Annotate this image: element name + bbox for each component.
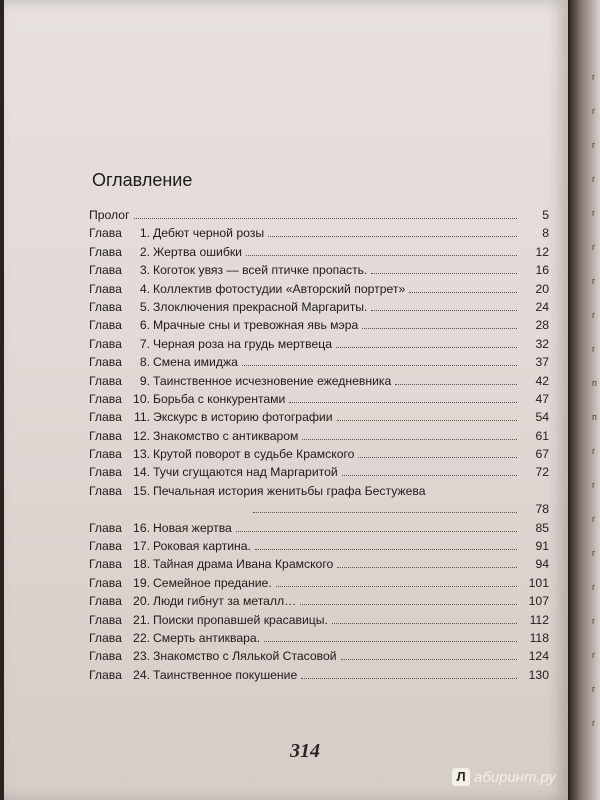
toc-entry-title: Печальная история женитьбы графа Бестужева (153, 483, 426, 498)
toc-entry-label: Глава (89, 649, 122, 664)
toc-leader-dots (300, 604, 517, 605)
toc-entry-page: 12 (535, 244, 549, 259)
toc-entry-page: 107 (528, 594, 549, 609)
toc-entry-title: Таинственное исчезновение ежедневника (153, 373, 392, 388)
toc-leader-dots (341, 659, 517, 660)
toc-leader-dots (336, 347, 517, 348)
toc-entry-number: 14. (133, 465, 150, 480)
adjacent-page-letter: г (592, 480, 596, 490)
toc-leader-dots (358, 457, 517, 458)
toc-entry-page: 94 (535, 557, 549, 572)
adjacent-page-letter: г (592, 242, 596, 252)
toc-entry-title: Поиски пропавшей красавицы. (153, 612, 328, 627)
toc-entry-label: Глава (89, 428, 122, 443)
toc-entry-label: Глава (89, 299, 122, 314)
toc-entry-number: 6. (139, 318, 150, 333)
toc-entry (89, 243, 549, 261)
toc-entry-number: 21. (133, 612, 150, 627)
toc-entry (89, 482, 549, 519)
toc-entry (89, 611, 549, 629)
toc-entry (89, 629, 549, 647)
toc-entry-page: 124 (528, 649, 549, 664)
toc-entry-title: Роковая картина. (153, 539, 251, 554)
adjacent-page-letter: г (592, 650, 596, 660)
toc-entry-number: 12. (133, 428, 150, 443)
toc-entry-label: Глава (89, 483, 122, 498)
toc-entry-title: Люди гибнут за металл… (153, 594, 297, 609)
toc-entry-number: 17. (133, 539, 150, 554)
toc-entry-page: 16 (535, 263, 549, 278)
toc-entry (89, 427, 549, 445)
adjacent-page-letter: г (592, 140, 596, 150)
toc-entry-page: 118 (529, 631, 549, 645)
toc-entry (89, 316, 549, 334)
toc-entry-title: Мрачные сны и тревожная явь мэра (153, 318, 359, 333)
toc-leader-dots (301, 678, 517, 679)
toc-entry (89, 592, 549, 610)
toc-entry-title: Семейное предание. (153, 575, 272, 590)
toc-leader-dots (289, 402, 517, 403)
toc-entry-title: Смена имиджа (153, 355, 238, 370)
toc-entry-page: 130 (528, 667, 549, 682)
watermark-logo (452, 766, 592, 788)
toc-entry-title: Знакомство с Лялькой Стасовой (153, 649, 337, 664)
toc-entry-label: Глава (89, 263, 122, 278)
adjacent-page-letter: г (592, 582, 596, 592)
toc-entry-label: Глава (89, 557, 122, 572)
toc-entry-title: Коллектив фотостудии «Авторский портрет» (153, 281, 406, 296)
toc-leader-dots (255, 549, 517, 550)
toc-entry-page: 54 (535, 410, 549, 425)
toc-leader-dots (337, 420, 517, 421)
toc-entry-number: 11. (133, 410, 150, 425)
toc-entry-label: Глава (89, 594, 122, 609)
toc-leader-dots (362, 328, 517, 329)
toc-entry (89, 537, 549, 555)
toc-entry-page: 32 (535, 336, 549, 351)
toc-entry-label: Глава (89, 336, 122, 351)
toc-leader-dots (264, 641, 517, 642)
toc-entry-label: Глава (89, 465, 122, 480)
toc-entry (89, 280, 549, 298)
adjacent-page-letter: г (592, 208, 596, 218)
toc-entry (89, 555, 549, 573)
toc-entry-title: Новая жертва (153, 520, 232, 535)
toc-leader-dots (134, 218, 517, 219)
toc-leader-dots (242, 365, 517, 366)
toc-entry-label: Глава (89, 575, 122, 590)
toc-entry (89, 408, 549, 426)
toc-entry-number: 15. (133, 483, 150, 498)
adjacent-page-letter: г (592, 718, 596, 728)
toc-leader-dots (253, 512, 517, 513)
labirint-logo-icon: Л (452, 768, 470, 786)
toc-entry (89, 647, 549, 665)
toc-entry-title: Тучи сгущаются над Маргаритой (153, 465, 338, 480)
toc-entry-number: 19. (133, 575, 150, 590)
toc-entry-label: Глава (89, 281, 122, 296)
toc-list (89, 206, 549, 684)
toc-entry-number: 9. (139, 373, 150, 388)
toc-entry-page: 8 (542, 226, 549, 241)
adjacent-page-letter: г (592, 616, 596, 626)
toc-entry (89, 335, 549, 353)
toc-entry-title: Дебют черной розы (153, 226, 265, 241)
toc-entry-label: Глава (89, 226, 122, 241)
toc-entry-title: Экскурс в историю фотографии (153, 410, 333, 425)
toc-entry (89, 372, 549, 390)
toc-leader-dots (371, 310, 517, 311)
toc-entry-title: Крутой поворот в судьбе Крамского (153, 447, 355, 462)
toc-entry-title: Коготок увяз — всей птичке пропасть. (153, 263, 368, 278)
watermark-text: абиринт.ру (474, 768, 556, 786)
adjacent-page-letter: п (592, 378, 597, 388)
toc-leader-dots (409, 292, 517, 293)
toc-entry-number: 18. (133, 557, 150, 572)
toc-entry-label: Глава (89, 520, 122, 535)
adjacent-page-letter: г (592, 276, 596, 286)
toc-entry-number: 8. (139, 355, 150, 370)
toc-entry-number: 5. (139, 299, 150, 314)
toc-entry-page: 61 (535, 428, 549, 443)
adjacent-page-letter: г (592, 344, 596, 354)
toc-entry-number: 24. (133, 667, 150, 682)
toc-entry-number: 22. (133, 631, 150, 645)
toc-entry-label: Глава (89, 539, 122, 554)
toc-leader-dots (268, 236, 517, 237)
toc-entry-page: 72 (535, 465, 549, 480)
adjacent-page-letters (592, 60, 600, 740)
toc-entry-page: 20 (535, 281, 549, 296)
book-page (4, 0, 568, 800)
toc-entry-number: 1. (139, 226, 150, 241)
toc-entry (89, 206, 549, 224)
toc-entry-page: 91 (535, 539, 549, 554)
toc-entry-title: Знакомство с антикваром (153, 428, 299, 443)
toc-leader-dots (332, 623, 517, 624)
toc-leader-dots (302, 439, 517, 440)
toc-entry (89, 261, 549, 279)
toc-entry-number: 7. (139, 336, 150, 351)
adjacent-page-letter: г (592, 174, 596, 184)
toc-leader-dots (236, 531, 517, 532)
toc-entry-number: 23. (133, 649, 150, 664)
page-number: 314 (290, 740, 320, 762)
adjacent-page-letter: г (592, 446, 596, 456)
toc-entry-label: Глава (89, 447, 122, 462)
toc-entry-label: Глава (89, 318, 122, 333)
toc-leader-dots (337, 567, 517, 568)
toc-entry-number: 13. (133, 447, 150, 462)
toc-entry (89, 445, 549, 463)
toc-entry-number: 10. (133, 391, 150, 406)
toc-entry-number: 2. (139, 244, 150, 259)
toc-entry (89, 519, 549, 537)
toc-entry-label: Глава (89, 244, 122, 259)
toc-entry-label: Глава (89, 631, 122, 645)
toc-entry-page: 112 (529, 612, 549, 627)
toc-entry-label: Глава (89, 410, 122, 425)
toc-entry-number: 16. (133, 520, 150, 535)
toc-entry-page: 67 (535, 447, 549, 462)
adjacent-page-letter: г (592, 514, 596, 524)
toc-entry-title: Таинственное покушение (153, 667, 298, 682)
toc-entry-page: 85 (535, 520, 549, 535)
toc-entry-page: 24 (535, 299, 549, 314)
toc-entry (89, 574, 549, 592)
toc-entry-page: 42 (535, 373, 549, 388)
toc-entry-page: 101 (528, 575, 549, 590)
toc-entry (89, 298, 549, 316)
adjacent-page-letter: г (592, 684, 596, 694)
toc-entry-page: 78 (535, 502, 549, 517)
toc-entry-number: 20. (133, 594, 150, 609)
toc-leader-dots (276, 586, 517, 587)
toc-entry-label: Глава (89, 373, 122, 388)
toc-entry (89, 390, 549, 408)
toc-leader-dots (342, 475, 517, 476)
toc-entry (89, 224, 549, 242)
toc-entry-number: 3. (139, 263, 150, 278)
toc-entry (89, 353, 549, 371)
toc-entry-label: Пролог (89, 208, 130, 222)
toc-entry-title: Смерть антиквара. (153, 631, 261, 645)
toc-entry-title: Злоключения прекрасной Маргариты. (153, 299, 368, 314)
adjacent-page-letter: г (592, 72, 596, 82)
toc-entry-page: 5 (542, 208, 549, 222)
toc-entry-page: 28 (535, 318, 549, 333)
toc-leader-dots (371, 273, 517, 274)
adjacent-page-letter: г (592, 548, 596, 558)
toc-entry-page: 37 (535, 355, 549, 370)
toc-leader-dots (395, 384, 517, 385)
adjacent-page-letter: г (592, 310, 596, 320)
toc-entry-title: Жертва ошибки (153, 244, 242, 259)
toc-entry-title: Черная роза на грудь мертвеца (153, 336, 332, 351)
toc-entry-number: 4. (139, 281, 150, 296)
toc-leader-dots (246, 255, 517, 256)
adjacent-page-letter: г (592, 106, 596, 116)
toc-entry-label: Глава (89, 667, 122, 682)
toc-entry-label: Глава (89, 391, 122, 406)
toc-entry-label: Глава (89, 612, 122, 627)
adjacent-page-letter: п (592, 412, 597, 422)
toc-entry-label: Глава (89, 355, 122, 370)
toc-title: Оглавление (92, 170, 193, 190)
toc-entry (89, 666, 549, 684)
toc-entry-title: Тайная драма Ивана Крамского (153, 557, 334, 572)
toc-entry (89, 463, 549, 481)
toc-entry-page: 47 (535, 391, 549, 406)
toc-entry-title: Борьба с конкурентами (153, 391, 286, 406)
